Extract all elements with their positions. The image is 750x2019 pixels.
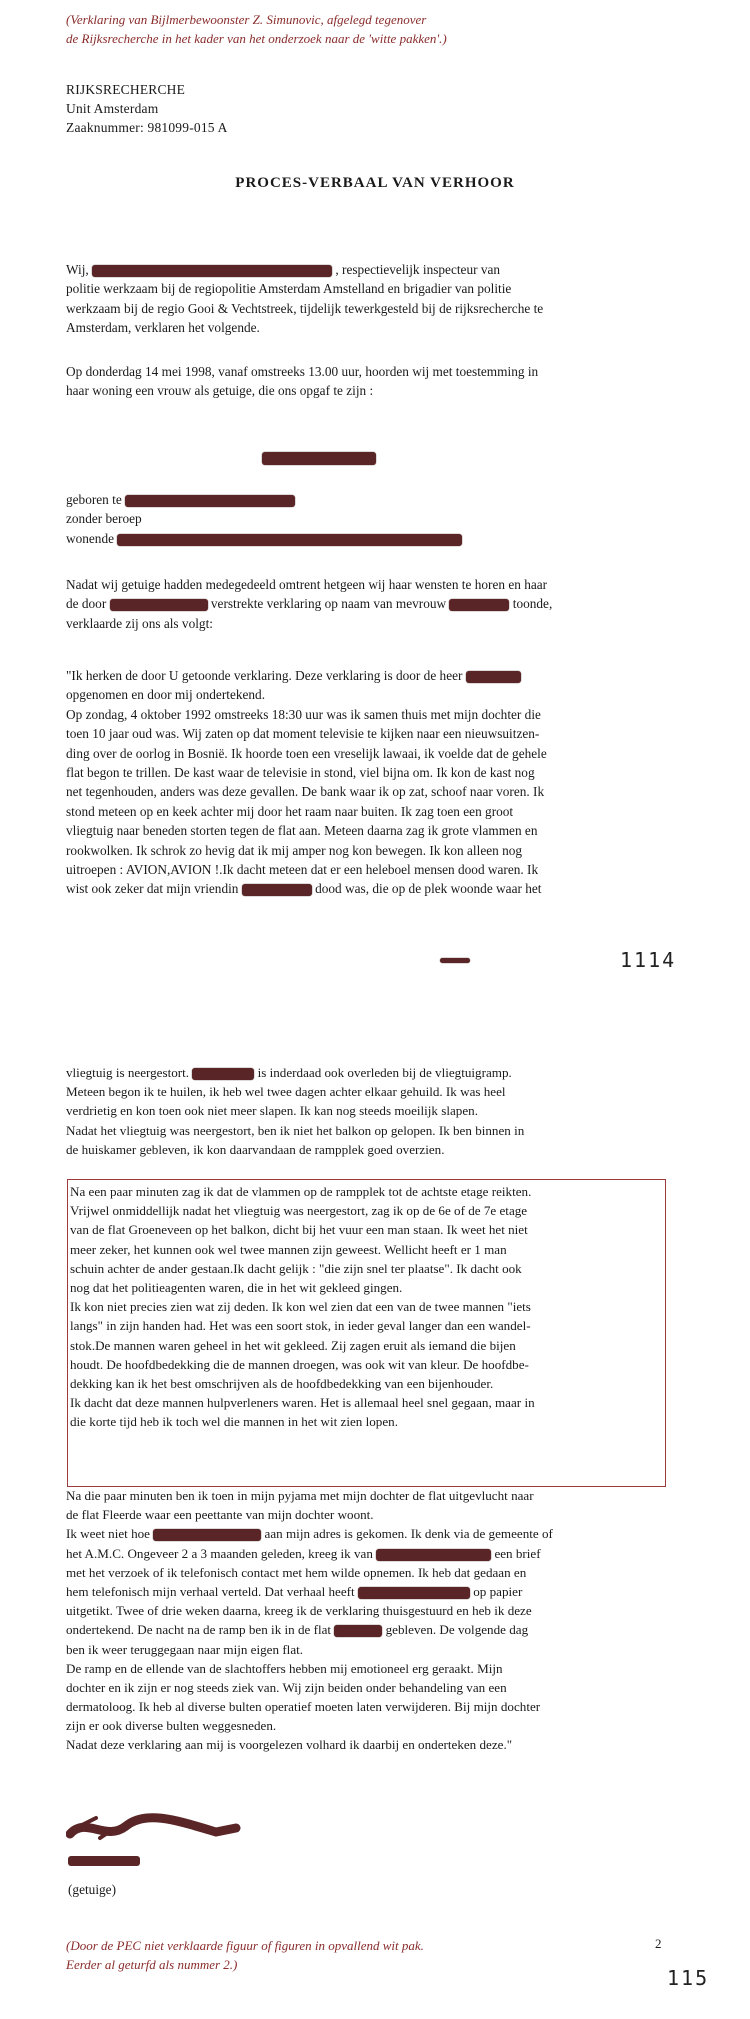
statement-line: de huiskamer gebleven, ik kon daarvandaan de rampplek goed overzien.: [66, 1141, 445, 1157]
signature-label: (getuige): [68, 1882, 116, 1897]
page-number-2-small: 2: [655, 1936, 662, 1951]
scribble-mark: [440, 958, 470, 963]
page-title: PROCES-VERBAAL VAN VERHOOR: [235, 175, 515, 191]
intro-paragraph: [66, 260, 663, 338]
bottom-note-line-2: Eerder al geturfd als nummer 2.): [66, 1957, 238, 1972]
statement-text: dood was, die op de plek woonde waar het: [315, 881, 542, 897]
statement-line: Op zondag, 4 oktober 1992 omstreeks 18:30 uur was ik samen thuis met mijn dochter die: [66, 706, 541, 722]
statement-line: [66, 1582, 663, 1601]
redaction-friend: [242, 884, 312, 896]
statement-boxed: [70, 1182, 660, 1431]
intro-line-2: politie werkzaam bij de regiopolitie Amsterdam Amstelland en brigadier van politie: [66, 281, 512, 297]
intro-line-3: werkzaam bij de regio Gooi & Vechtstreek, tijdelijk tewerkgesteld bij de rijksrecherche te: [66, 300, 544, 316]
statement-line: dochter en ik zijn er nog steeds ziek van. Wij zijn beiden onder behandeling van een: [66, 1679, 507, 1695]
bottom-note: [66, 1936, 424, 1974]
witness-details: [66, 490, 663, 548]
redaction-witness-name: [262, 452, 376, 465]
date-paragraph: [66, 362, 663, 401]
header-case-number: Zaaknummer: 981099-015 A: [66, 120, 228, 135]
statement-line: zijn er ook diverse bulten weggesneden.: [66, 1718, 277, 1734]
statement-line: Nadat deze verklaring aan mij is voorgelezen volhard ik daarbij en onderteken deze.": [66, 1737, 513, 1753]
intro-line-1: [66, 260, 663, 279]
statement-page-2-bottom: [66, 1486, 663, 1755]
statement-line: uitroepen : AVION,AVION !.Ik dacht meteen dat er een heleboel mensen dood waren. Ik: [66, 861, 539, 877]
statement-line: toen 10 jaar oud was. Wij zaten op dat moment televisie te kijken naar een nieuwsuitzen-: [66, 726, 540, 742]
redaction-birthplace: [125, 495, 295, 507]
statement-line: Na die paar minuten ben ik toen in mijn pyjama met mijn dochter de flat uitgevlucht naar: [66, 1488, 534, 1503]
bottom-note-line-1: (Door de PEC niet verklaarde figuur of figuren in opvallend wit pak.: [66, 1938, 424, 1953]
born-label: geboren te: [66, 492, 122, 507]
redaction-typist: [358, 1587, 470, 1599]
boxed-line: nog dat het politieagenten waren, die in het wit gekleed gingen.: [70, 1279, 403, 1295]
statement-line: [66, 1524, 663, 1543]
boxed-line: meer zeker, het kunnen ook wel twee mannen zijn geweest. Wellicht heeft er 1 man: [70, 1241, 507, 1257]
statement-line: Nadat het vliegtuig was neergestort, ben ik niet het balkon op gelopen. Ik ben binnen in: [66, 1122, 525, 1138]
statement-text: op papier: [473, 1583, 523, 1599]
statement-text: "Ik herken de door U getoonde verklaring. Deze verklaring is door de heer: [66, 668, 463, 683]
statement-text: hem telefonisch mijn verhaal verteld. Dat verhaal heeft: [66, 1583, 355, 1599]
statement-line: rookwolken. Ik schrok zo hevig dat ik mij amper nog kon bewegen. Ik kon alleen nog: [66, 842, 523, 858]
intro-we: Wij,: [66, 262, 89, 277]
statement-page-2-top: [66, 1063, 663, 1159]
top-note-line-2: de Rijksrecherche in het kader van het onderzoek naar de 'witte pakken'.): [66, 31, 447, 46]
statement-line: ding over de oorlog in Bosnië. Ik hoorde toen een vreselijk lawaai, ik voelde dat de gehele: [66, 745, 547, 761]
statement-line: uitgetikt. Twee of drie weken daarna, kreeg ik de verklaring thuisgestuurd en heb ik deze: [66, 1603, 532, 1619]
redaction-officers: [92, 265, 332, 277]
redaction-friend-2: [192, 1068, 254, 1080]
boxed-line: Vrijwel onmiddellijk nadat het vliegtuig was neergestort, zag ik op de 6e of de 7e etage: [70, 1203, 528, 1219]
statement-line: flat begon te trillen. De kast waar de televisie in stond, viel bijna om. Ik kon de kast nog: [66, 764, 535, 780]
page-number-2: 115: [667, 1966, 710, 1990]
boxed-line: Ik dacht dat deze mannen hulpverleners waren. Het is allemaal heel snel gegaan, maar in: [70, 1395, 535, 1411]
date-line-1: Op donderdag 14 mei 1998, vanaf omstreeks 13.00 uur, hoorden wij met toestemming in: [66, 364, 539, 379]
redaction-source: [110, 599, 208, 611]
pre-statement-line-3: verklaarde zij ons als volgt:: [66, 615, 213, 631]
date-line-2: haar woning een vrouw als getuige, die ons opgaf te zijn :: [66, 383, 374, 399]
statement-line: de flat Fleerde waar een peettante van mijn dochter woont.: [66, 1507, 374, 1523]
statement-line: net tegenhouden, anders was deze gevallen. De bank waar ik op zat, schoof naar voren. Ik: [66, 784, 545, 800]
statement-line: [66, 666, 663, 685]
signature-redacted: [66, 1812, 246, 1872]
statement-text: Ik weet niet hoe: [66, 1526, 150, 1542]
pre-statement-paragraph: [66, 575, 663, 633]
statement-line: Meteen begon ik te huilen, ik heb wel twee dagen achter elkaar gehuild. Ik was heel: [66, 1084, 506, 1100]
boxed-line: van de flat Groeneveen op het balkon, dicht bij het vuur een man staan. Ik weet het niet: [70, 1222, 528, 1238]
intro-line-1-rest: , respectievelijk inspecteur van: [335, 262, 501, 277]
statement-text: aan mijn adres is gekomen. Ik denk via de gemeente of: [264, 1526, 553, 1542]
statement-line: vliegtuig naar beneden storten tegen de flat aan. Meteen daarna zag ik grote vlammen en: [66, 823, 538, 839]
statement-text: is inderdaad ook overleden bij de vliegtuigramp.: [257, 1065, 512, 1080]
pre-statement-line-2: [66, 594, 663, 613]
top-note: [66, 10, 447, 48]
pre-statement-part-c: toonde,: [512, 596, 553, 612]
statement-line: verdrietig en kon toen ook niet meer slapen. Ik kan nog steeds moeilijk slapen.: [66, 1103, 478, 1119]
statement-text: een brief: [494, 1545, 541, 1561]
redaction-flat-name: [334, 1625, 382, 1637]
boxed-line: schuin achter de ander gestaan.Ik dacht gelijk : "die zijn snel ter plaatse". Ik dacht ook: [70, 1260, 522, 1276]
witness-born: [66, 490, 663, 509]
redaction-gentleman: [466, 671, 521, 683]
boxed-line: langs" in zijn handen had. Het was een soort stok, in ieder geval langer dan een wandel-: [70, 1318, 531, 1334]
pre-statement-part-b: verstrekte verklaring op naam van mevrouw: [210, 596, 447, 612]
redaction-letter-sender: [376, 1549, 491, 1561]
statement-text: ondertekend. De nacht na de ramp ben ik in de flat: [66, 1622, 332, 1638]
top-note-line-1: (Verklaring van Bijlmerbewoonster Z. Simunovic, afgelegd tegenover: [66, 12, 427, 27]
boxed-line: dekking kan ik het best omschrijven als de hoofdbedekking van een bijenhouder.: [70, 1375, 494, 1391]
statement-line: De ramp en de ellende van de slachtoffers hebben mij emotioneel erg geraakt. Mijn: [66, 1660, 503, 1676]
intro-line-4: Amsterdam, verklaren het volgende.: [66, 320, 260, 336]
redaction-address: [117, 534, 462, 546]
boxed-line: Ik kon niet precies zien wat zij deden. Ik kon wel zien dat een van de twee mannen "iets: [70, 1299, 531, 1315]
boxed-line: houdt. De hoofdbedekking die de mannen droegen, was ook wit van kleur. De hoofdbe-: [70, 1356, 529, 1372]
header-unit: Unit Amsterdam: [66, 101, 159, 116]
statement-text: wist ook zeker dat mijn vriendin: [66, 881, 239, 897]
statement-text: gebleven. De volgende dag: [385, 1622, 529, 1638]
redaction-person-address: [153, 1529, 261, 1541]
statement-line: [66, 1063, 663, 1082]
statement-text: vliegtuig is neergestort.: [66, 1065, 190, 1080]
statement-line: [66, 879, 663, 898]
boxed-line: Na een paar minuten zag ik dat de vlammen op de rampplek tot de achtste etage reikten.: [70, 1184, 532, 1199]
statement-line: stond meteen op en keek achter mij door het raam naar buiten. Ik zag toen een groot: [66, 803, 514, 819]
statement-line: [66, 1620, 663, 1639]
witness-occupation: zonder beroep: [66, 511, 142, 527]
statement-page-1: [66, 666, 663, 899]
witness-living: [66, 529, 663, 548]
statement-line: ben ik weer teruggegaan naar mijn eigen flat.: [66, 1641, 304, 1657]
boxed-line: die korte tijd heb ik toch wel die mannen in het wit zien lopen.: [70, 1414, 398, 1430]
pre-statement-line-1: Nadat wij getuige hadden medegedeeld omtrent hetgeen wij haar wensten te horen en haar: [66, 577, 548, 592]
page-number-1: 1114: [620, 948, 677, 972]
header-org: RIJKSRECHERCHE: [66, 82, 186, 97]
statement-line: dermatoloog. Ik heb al diverse bulten operatief moeten laten verwijderen. Bij mijn dochter: [66, 1699, 541, 1715]
statement-line: opgenomen en door mij ondertekend.: [66, 687, 266, 703]
boxed-line: stok.De mannen waren geheel in het wit gekleed. Zij zagen eruit als iemand die bijen: [70, 1337, 516, 1353]
statement-line: met het verzoek of ik telefonisch contact met hem wilde opnemen. Ik heb dat gedaan en: [66, 1564, 527, 1580]
redaction-mrs-name: [449, 599, 509, 611]
document-header: [66, 80, 228, 137]
statement-text: het A.M.C. Ongeveer 2 a 3 maanden geleden, kreeg ik van: [66, 1545, 373, 1561]
living-label: wonende: [66, 530, 114, 546]
statement-line: [66, 1544, 663, 1563]
pre-statement-part-a: de door: [66, 596, 107, 612]
